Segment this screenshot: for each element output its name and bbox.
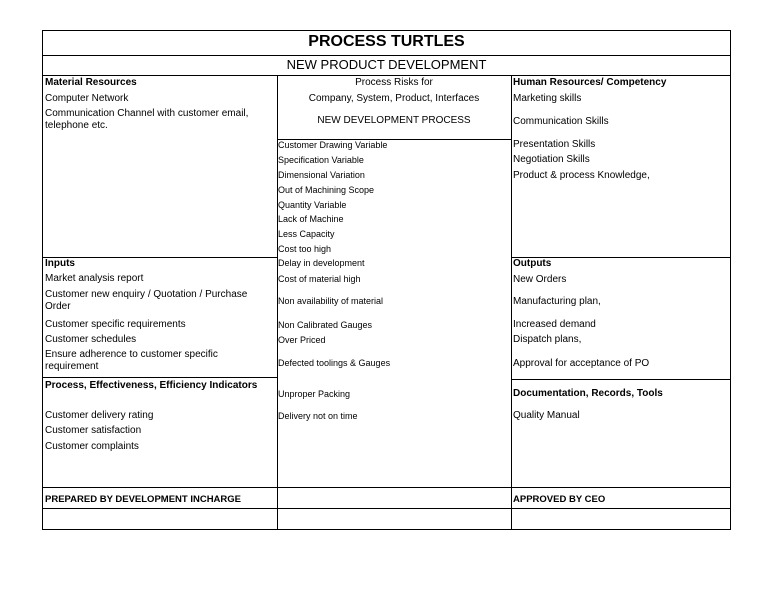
list-item: Customer specific requirements [45, 319, 186, 330]
inputs-heading: Inputs [45, 258, 75, 269]
list-item: Communication Skills [513, 116, 609, 127]
list-item: Negotiation Skills [513, 154, 590, 165]
list-item: Customer delivery rating [45, 410, 154, 421]
outputs-heading: Outputs [513, 258, 552, 269]
divider [43, 75, 730, 76]
approved-by-label: APPROVED BY CEO [513, 494, 606, 505]
list-item: Quality Manual [513, 410, 580, 421]
list-item: Delay in development [278, 258, 365, 268]
list-item: Dimensional Variation [278, 170, 365, 180]
divider [43, 55, 730, 56]
material-resources-heading: Material Resources [45, 77, 137, 88]
list-item: Marketing skills [513, 93, 582, 104]
list-item: Customer satisfaction [45, 425, 142, 436]
list-item: Increased demand [513, 319, 596, 330]
list-item: Over Priced [278, 335, 326, 345]
list-item: Customer new enquiry / Quotation / Purchase Order [45, 289, 248, 312]
list-item: Dispatch plans, [513, 334, 582, 345]
divider [43, 377, 277, 378]
list-item: Lack of Machine [278, 214, 344, 224]
list-item: Out of Machining Scope [278, 185, 375, 195]
prepared-by-label: PREPARED BY DEVELOPMENT INCHARGE [45, 494, 242, 505]
list-item: Ensure adherence to customer specific requirement [45, 349, 218, 372]
list-item: Non Calibrated Gauges [278, 320, 373, 330]
risks-heading-line1: Process Risks for [355, 77, 433, 88]
list-item: Manufacturing plan, [513, 296, 601, 307]
divider [43, 487, 730, 488]
list-item: Customer complaints [45, 441, 139, 452]
process-name: NEW DEVELOPMENT PROCESS [317, 115, 471, 126]
list-item: Product & process Knowledge, [513, 170, 650, 181]
list-item: Communication Channel with customer email, telephone etc. [45, 108, 249, 131]
divider [511, 379, 730, 380]
human-resources-heading: Human Resources/ Competency [513, 77, 667, 88]
list-item: Computer Network [45, 93, 129, 104]
list-item: Defected toolings & Gauges [278, 358, 391, 368]
documentation-heading: Documentation, Records, Tools [513, 388, 663, 399]
page-title: PROCESS TURTLES [308, 33, 465, 50]
risks-heading-line2: Company, System, Product, Interfaces [308, 93, 480, 104]
list-item: Unproper Packing [278, 389, 351, 399]
list-item: Non availability of material [278, 296, 384, 306]
process-turtle-sheet [42, 30, 731, 530]
list-item: Less Capacity [278, 229, 335, 239]
column-divider [511, 75, 512, 530]
list-item: Specification Variable [278, 155, 364, 165]
indicators-heading: Process, Effectiveness, Efficiency Indicators [45, 380, 258, 391]
list-item: Cost too high [278, 244, 332, 254]
list-item: Customer schedules [45, 334, 137, 345]
list-item: Approval for acceptance of PO [513, 358, 650, 369]
list-item: New Orders [513, 274, 567, 285]
list-item: Cost of material high [278, 274, 361, 284]
list-item: Delivery not on time [278, 411, 358, 421]
list-item: Market analysis report [45, 273, 144, 284]
list-item: Presentation Skills [513, 139, 596, 150]
list-item: Quantity Variable [278, 200, 347, 210]
divider [43, 257, 277, 258]
page-subtitle: NEW PRODUCT DEVELOPMENT [286, 57, 487, 72]
divider [43, 508, 730, 509]
list-item: Customer Drawing Variable [278, 140, 388, 150]
